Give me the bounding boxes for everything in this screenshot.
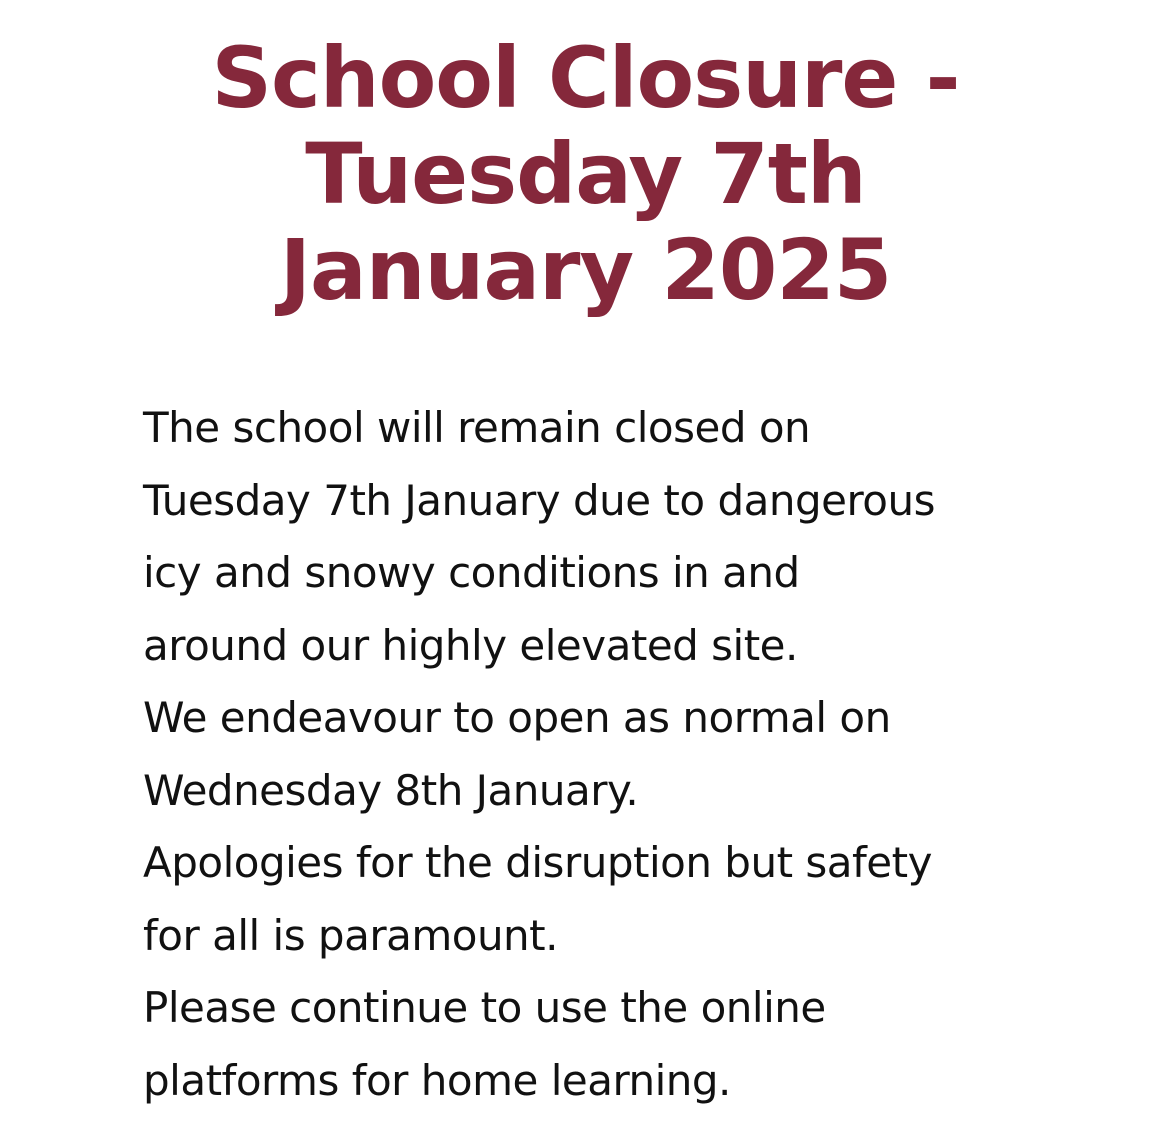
notice-body-line: platforms for home learning.: [143, 1055, 731, 1105]
notice-body-line: Apologies for the disruption but safety: [143, 838, 932, 887]
notice-body-line: Please continue to use the online: [143, 983, 826, 1032]
notice-body-line: Wednesday 8th January.: [143, 765, 639, 815]
notice-body-line: We endeavour to open as normal on: [143, 693, 891, 742]
notice-title-line: School Closure -: [211, 29, 960, 127]
notice-body-line: icy and snowy conditions in and: [143, 548, 800, 597]
notice-body-line: around our highly elevated site.: [143, 620, 798, 670]
notice-title: [0, 30, 1171, 318]
notice-title-line: January 2025: [279, 221, 892, 319]
notice-title-line: Tuesday 7th: [305, 125, 866, 223]
notice-body: [143, 392, 1143, 1117]
notice-body-line: The school will remain closed on: [143, 403, 811, 452]
notice-body-line: Tuesday 7th January due to dangerous: [143, 475, 935, 525]
notice-body-line: for all is paramount.: [143, 910, 558, 960]
